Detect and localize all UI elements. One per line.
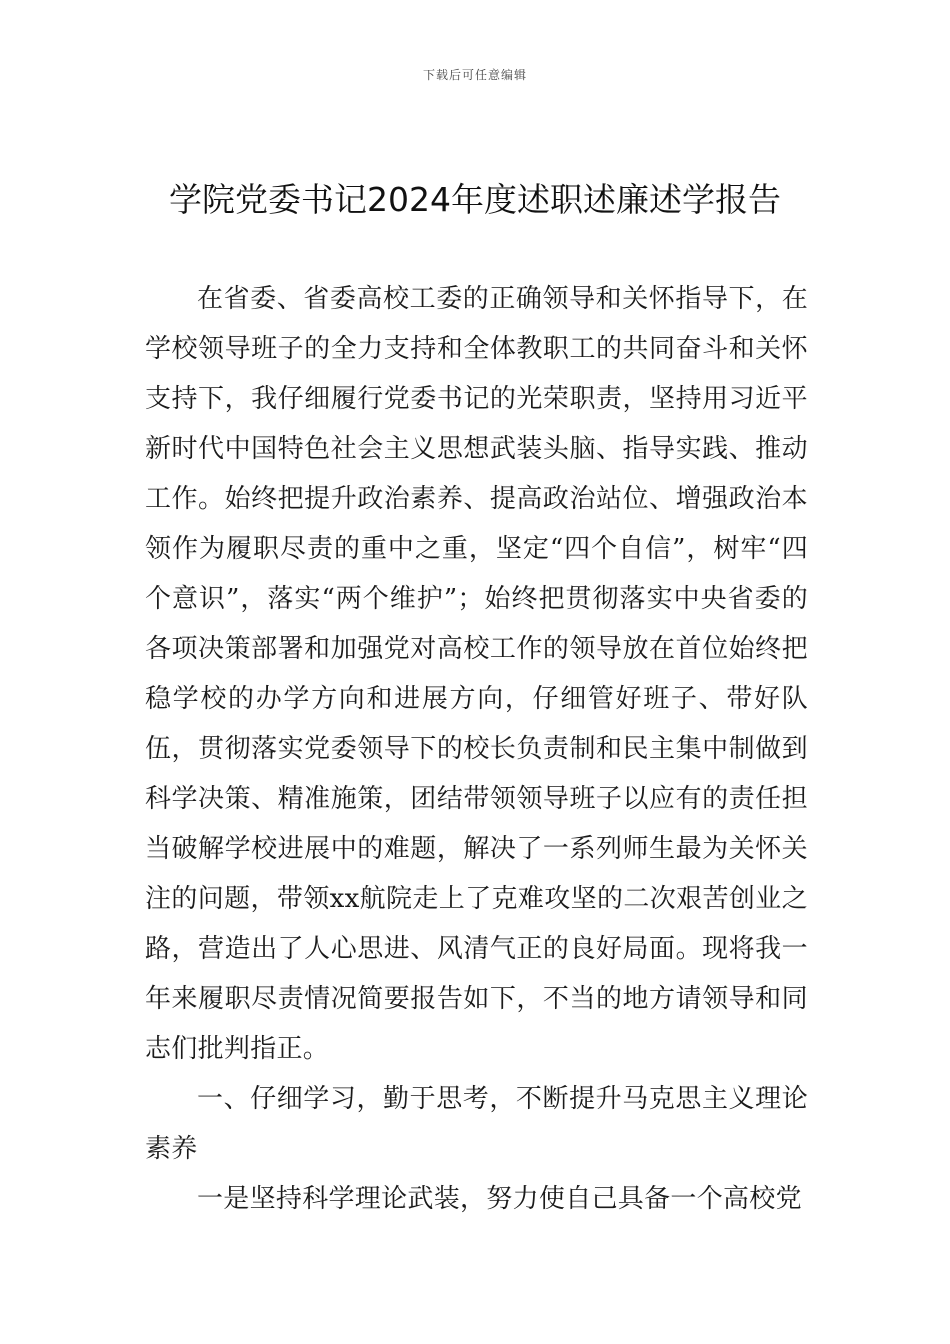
section-heading-1: 一、仔细学习，勤于思考，不断提升马克思主义理论素养 <box>145 1084 808 1164</box>
paragraph-intro: 在省委、省委高校工委的正确领导和关怀指导下，在学校领导班子的全力支持和全体教职工的共同奋斗和关怀支持下，我仔细履行党委书记的光荣职责，坚持用习近平新时代中国特色社会主义思想武装头脑、指导实践、推动工作。始终把提升政治素养、提高政治站位、增强政治本领作为履职尽责的重中之重，坚定“四个自信”，树牢“四个意识”，落实“两个维护”；始终把贯彻落实中央省委的各项决策部署和加强党对高校工作的领导放在首位始终把稳学校的办学方向和进展方向，仔细管好班子、带好队伍，贯彻落实党委领导下的校长负责制和民主集中制做到科学决策、精准施策，团结带领领导班子以应有的责任担当破解学校进展中的难题，解决了一系列师生最为关怀关注的问题，带领xx航院走上了克难攻坚的二次艰苦创业之路，营造出了人心思进、风清气正的良好局面。现将我一年来履职尽责情况简要报告如下，不当的地方请领导和同志们批判指正。 <box>145 284 808 1064</box>
header-note: 下载后可任意编辑 <box>422 68 527 82</box>
document-title: 学院党委书记2024年度述职述廉述学报告 <box>169 180 781 219</box>
paragraph-section-1: 一是坚持科学理论武装，努力使自己具备一个高校党 <box>197 1184 802 1214</box>
document-body <box>145 274 808 1224</box>
